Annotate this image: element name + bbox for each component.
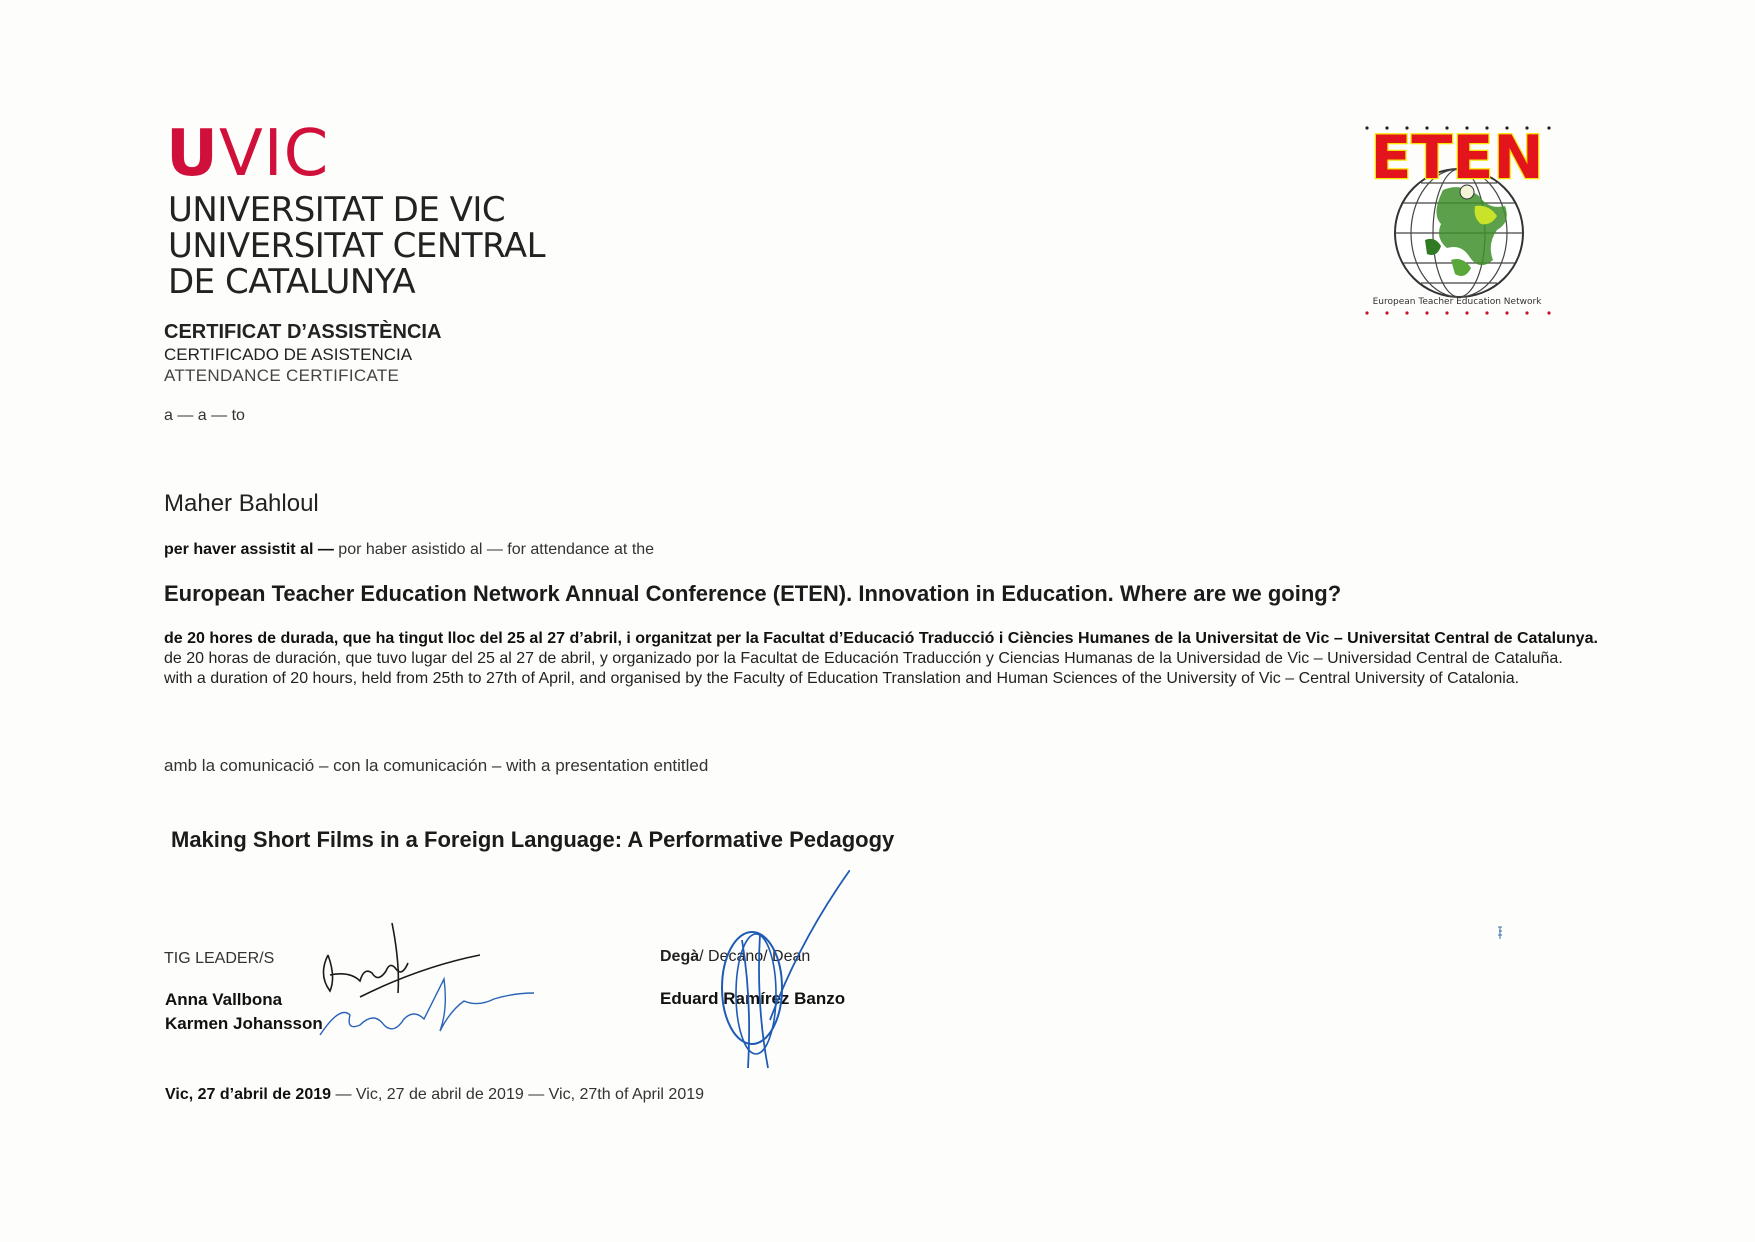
duration-block [164, 629, 1684, 689]
uvic-logo-u: U [166, 117, 219, 191]
issue-date-line [165, 1086, 704, 1104]
tig-leader-name-1: Anna Vallbona [165, 990, 283, 1009]
attendance-intro-ca: per haver assistit al — [164, 541, 334, 558]
duration-ca: de 20 hores de durada, que ha tingut lloc del 25 al 27 d’abril, i organitzat per la Facultat d’Educació Traducció i Ciències Humanes de la Universitat de Vic – Universitat Central de Catalunya. [164, 630, 1598, 647]
tig-leaders-signature [300, 915, 610, 1050]
eten-wordmark: ETEN [1370, 123, 1544, 193]
certificate-title-en: ATTENDANCE CERTIFICATE [164, 366, 400, 385]
university-name-line-3: DE CATALUNYA [168, 262, 416, 302]
dean-label-rest: / Decano/ Dean [699, 948, 811, 965]
uvic-logo-vic: VIC [218, 117, 330, 191]
conference-title: European Teacher Education Network Annual Conference (ETEN). Innovation in Education. Where are we going? [164, 581, 1342, 606]
issue-date-rest: — Vic, 27 de abril de 2019 — Vic, 27th of April 2019 [331, 1086, 705, 1103]
certificate-title-es: CERTIFICADO DE ASISTENCIA [164, 345, 413, 364]
recipient-prefix: a — a — to [164, 407, 245, 424]
attendance-intro-rest: por haber asistido al — for attendance at the [333, 541, 655, 558]
tig-leader-name-2: Karmen Johansson [165, 1014, 323, 1033]
scan-artifact-mark [1496, 925, 1504, 941]
eten-logo [1355, 120, 1560, 320]
university-name-line-1: UNIVERSITAT DE VIC [168, 190, 506, 230]
recipient-name: Maher Bahloul [164, 490, 319, 517]
certificate-title-ca: CERTIFICAT D’ASSISTÈNCIA [164, 321, 442, 343]
dean-label-ca: Degà [660, 948, 700, 965]
eten-tagline: European Teacher Education Network [1372, 297, 1542, 307]
uvic-logo [166, 117, 330, 191]
university-name-line-2: UNIVERSITAT CENTRAL [168, 226, 546, 266]
tig-leaders-label: TIG LEADER/S [164, 950, 275, 967]
duration-es: de 20 horas de duración, que tuvo lugar del 25 al 27 de abril, y organizado por la Facultat de Educación Traducción y Ciencias Humanas de la Universidad de Vic – Universidad Central de Cataluña. [164, 650, 1563, 667]
presentation-intro: amb la comunicació – con la comunicación – with a presentation entitled [164, 756, 709, 775]
duration-en: with a duration of 20 hours, held from 25th to 27th of April, and organised by the Faculty of Education Translation and Human Sciences of the University of Vic – Central University of Catalonia. [164, 670, 1520, 687]
presentation-title: Making Short Films in a Foreign Language: A Performative Pedagogy [171, 827, 895, 852]
dean-signature [700, 870, 850, 1075]
dean-name: Eduard Ramírez Banzo [660, 989, 846, 1008]
attendance-intro [164, 541, 654, 559]
issue-date-ca: Vic, 27 d’abril de 2019 [165, 1086, 332, 1103]
eten-dots-bottom [1365, 311, 1550, 314]
